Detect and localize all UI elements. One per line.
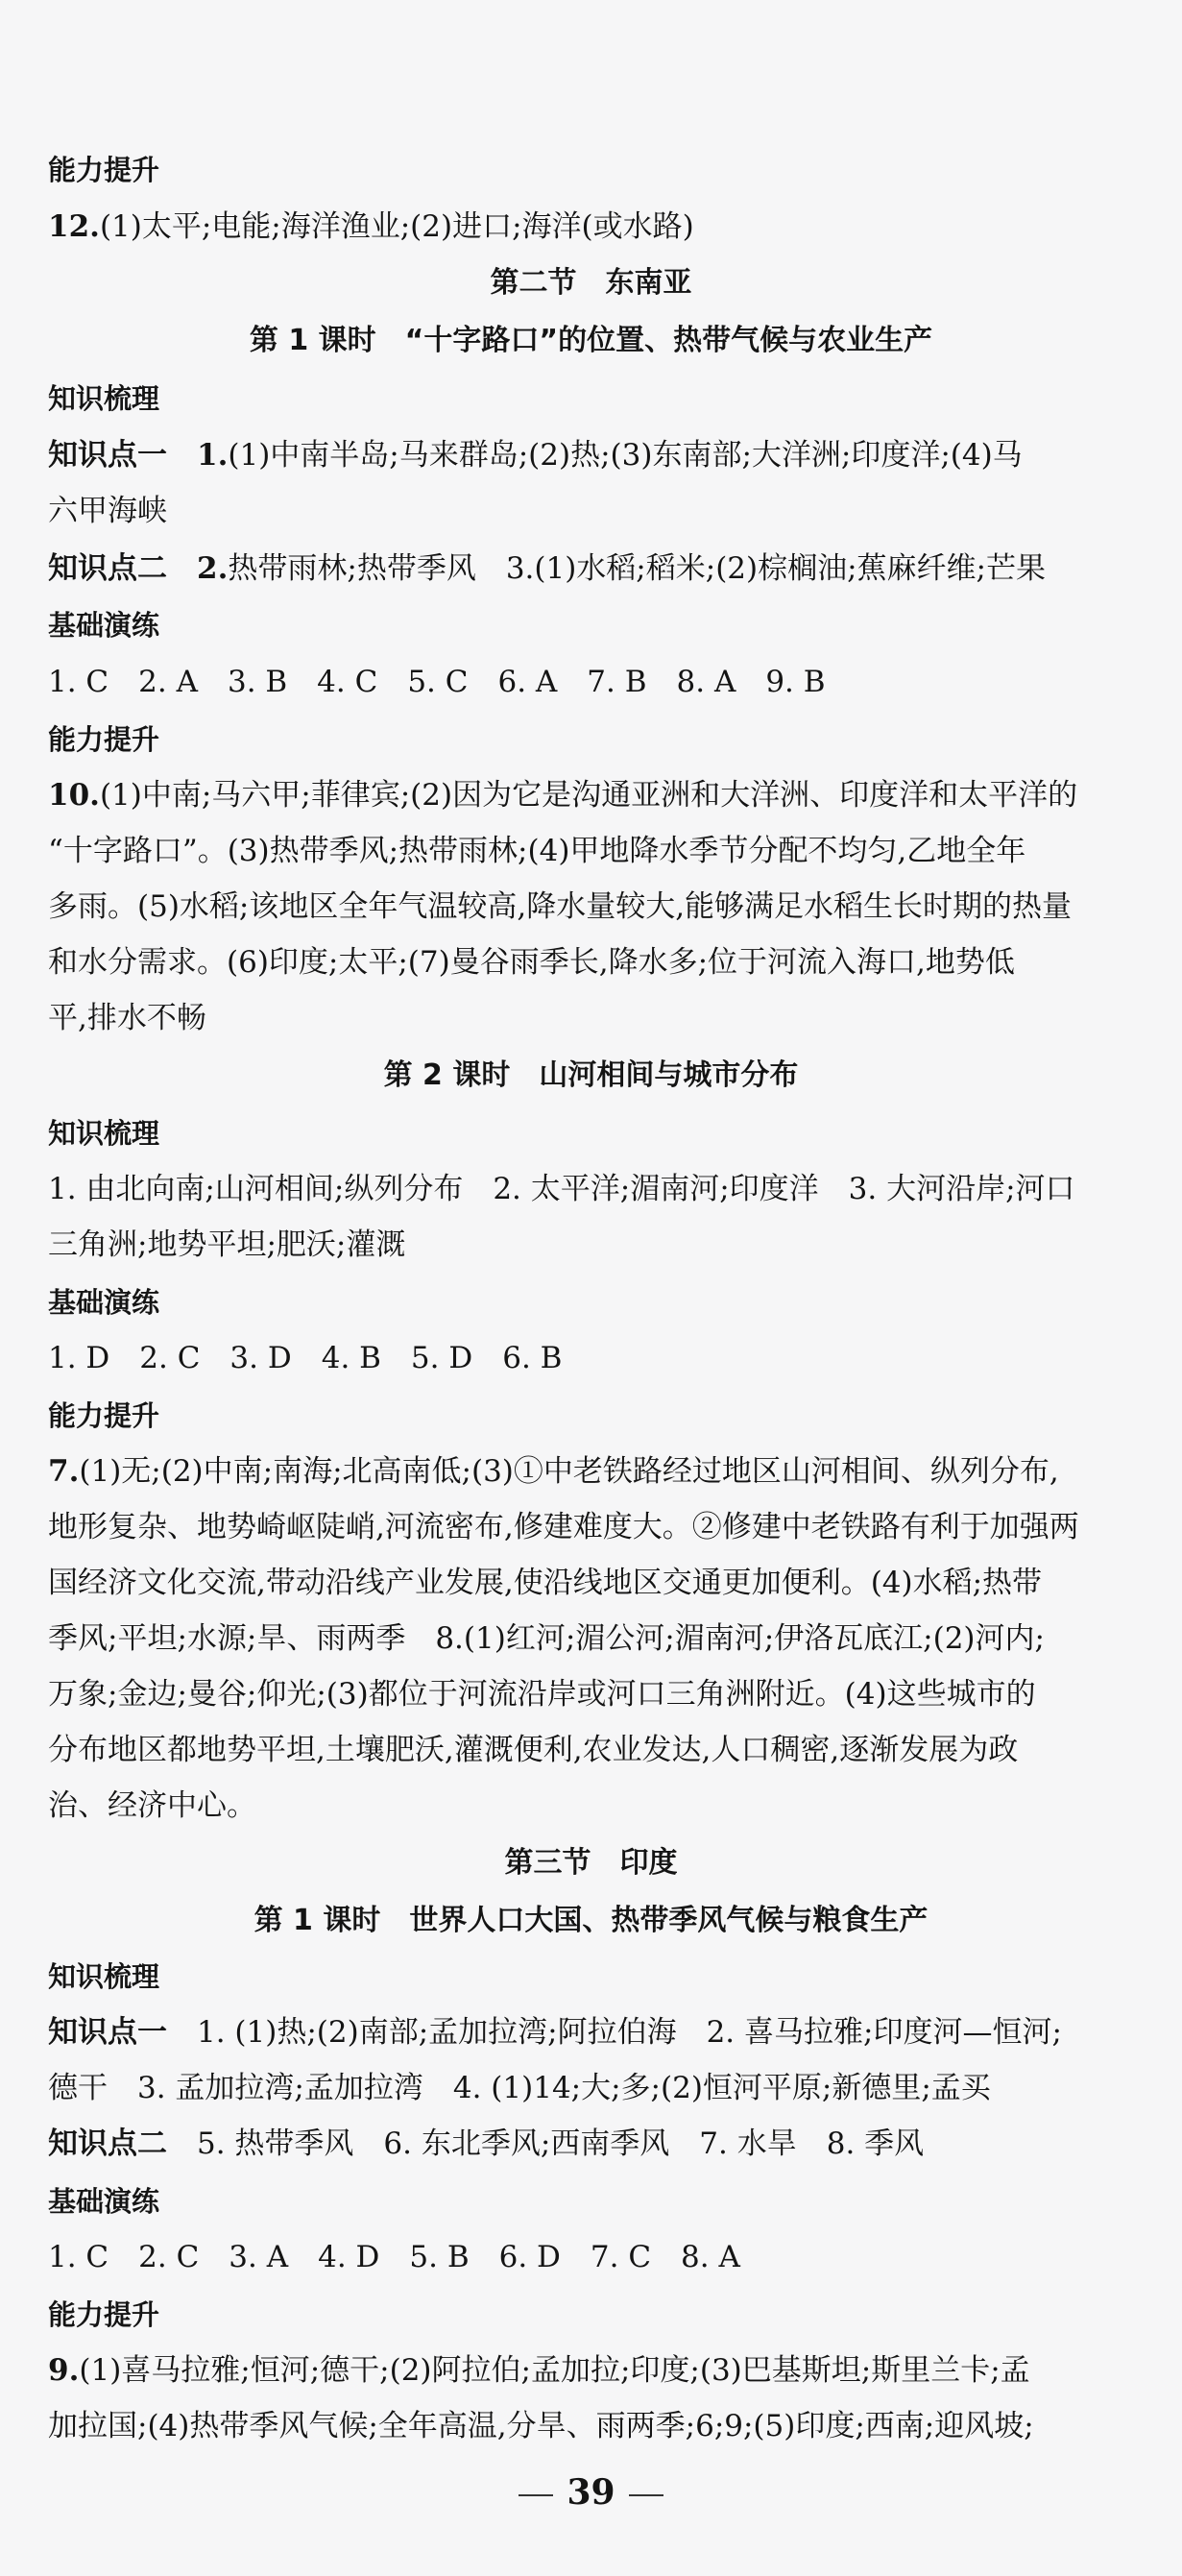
- answer-line: [48, 2349, 1143, 2392]
- answer-line: [48, 2011, 1143, 2054]
- question-number: 9.: [48, 2353, 80, 2388]
- answer-line: [48, 1450, 1143, 1493]
- answer-text: 1. (1)热;(2)南部;孟加拉湾;阿拉伯海 2. 喜马拉雅;印度河—恒河;: [197, 2015, 1062, 2050]
- dash-left: [519, 2494, 553, 2496]
- section-heading: 知识梳理: [48, 1960, 160, 1993]
- answer-line: 加拉国;(4)热带季风气候;全年高温,分旱、雨两季;6;9;(5)印度;西南;迎风坡;: [48, 2409, 1034, 2443]
- answer-line: [48, 434, 1143, 476]
- answer-text: (1)中南;马六甲;菲律宾;(2)因为它是沟通亚洲和大洋洲、印度洋和太平洋的: [99, 778, 1078, 813]
- answer-line: 1. D 2. C 3. D 4. B 5. D 6. B: [48, 1341, 563, 1375]
- page-number-text: 39: [567, 2472, 615, 2513]
- question-number: 2.: [197, 551, 229, 586]
- answer-line: 万象;金边;曼谷;仰光;(3)都位于河流沿岸或河口三角洲附近。(4)这些城市的: [48, 1677, 1036, 1712]
- section-title: 第二节 东南亚: [490, 266, 692, 300]
- question-number: 1.: [197, 438, 229, 473]
- answer-line: 多雨。(5)水稻;该地区全年气温较高,降水量较大,能够满足水稻生长时期的热量: [48, 889, 1073, 924]
- answer-line: 国经济文化交流,带动沿线产业发展,使沿线地区交通更加便利。(4)水稻;热带: [48, 1566, 1043, 1600]
- answer-line: [48, 774, 1143, 816]
- answer-line: [48, 2123, 1143, 2165]
- question-number: 7.: [48, 1454, 80, 1489]
- knowledge-point-label: 知识点一: [48, 2015, 167, 2050]
- answer-line: 季风;平坦;水源;旱、雨两季 8.(1)红河;湄公河;湄南河;伊洛瓦底江;(2)河内;: [48, 1621, 1045, 1656]
- answer-line: 平,排水不畅: [48, 1001, 206, 1035]
- answer-text: 热带雨林;热带季风 3.(1)水稻;稻米;(2)棕榈油;蕉麻纤维;芒果: [228, 551, 1046, 586]
- answer-text: (1)中南半岛;马来群岛;(2)热;(3)东南部;大洋洲;印度洋;(4)马: [228, 438, 1023, 473]
- section-heading: 知识梳理: [48, 1117, 160, 1150]
- question-number: 10.: [48, 778, 100, 813]
- knowledge-point-label: 知识点二: [48, 2126, 167, 2161]
- section-heading: 基础演练: [48, 609, 160, 642]
- answer-line: 德干 3. 孟加拉湾;孟加拉湾 4. (1)14;大;多;(2)恒河平原;新德里;孟买: [48, 2071, 991, 2105]
- answer-text: (1)喜马拉雅;恒河;德干;(2)阿拉伯;孟加拉;印度;(3)巴基斯坦;斯里兰卡;孟: [79, 2353, 1030, 2388]
- answer-text: (1)太平;电能;海洋渔业;(2)进口;海洋(或水路): [99, 209, 694, 244]
- answer-text: 5. 热带季风 6. 东北季风;西南季风 7. 水旱 8. 季风: [197, 2126, 925, 2161]
- answer-line: “十字路口”。(3)热带季风;热带雨林;(4)甲地降水季节分配不均匀,乙地全年: [48, 834, 1026, 868]
- page-number: [0, 2468, 1182, 2516]
- answer-line: 1. C 2. C 3. A 4. D 5. B 6. D 7. C 8. A: [48, 2240, 740, 2274]
- answer-line: 1. 由北向南;山河相间;纵列分布 2. 太平洋;湄南河;印度洋 3. 大河沿岸;河口: [48, 1172, 1075, 1206]
- answer-line: 和水分需求。(6)印度;太平;(7)曼谷雨季长,降水多;位于河流入海口,地势低: [48, 945, 1015, 980]
- dash-right: [629, 2494, 663, 2496]
- section-heading: 能力提升: [48, 154, 160, 186]
- answer-line: [48, 547, 1143, 590]
- question-number: 12.: [48, 209, 100, 244]
- lesson-title: 第 1 课时 世界人口大国、热带季风气候与粮食生产: [253, 1904, 929, 1937]
- section-heading: 能力提升: [48, 1399, 160, 1432]
- answer-line: 治、经济中心。: [48, 1788, 256, 1823]
- section-heading: 基础演练: [48, 1286, 160, 1319]
- lesson-title: 第 2 课时 山河相间与城市分布: [383, 1058, 799, 1092]
- answer-line: 三角洲;地势平坦;肥沃;灌溉: [48, 1227, 406, 1262]
- answer-line: 1. C 2. A 3. B 4. C 5. C 6. A 7. B 8. A 9. B: [48, 665, 826, 699]
- section-heading: 能力提升: [48, 723, 160, 756]
- knowledge-point-label: 知识点一: [48, 438, 167, 473]
- section-heading: 知识梳理: [48, 382, 160, 415]
- section-heading: 基础演练: [48, 2185, 160, 2218]
- answer-line: 地形复杂、地势崎岖陡峭,河流密布,修建难度大。②修建中老铁路有利于加强两: [48, 1510, 1079, 1544]
- answer-line: 分布地区都地势平坦,土壤肥沃,灌溉便利,农业发达,人口稠密,逐渐发展为政: [48, 1733, 1019, 1767]
- answer-line: [48, 206, 1143, 248]
- knowledge-point-label: 知识点二: [48, 551, 167, 586]
- answer-line: 六甲海峡: [48, 494, 167, 528]
- answer-text: (1)无;(2)中南;南海;北高南低;(3)①中老铁路经过地区山河相间、纵列分布,: [79, 1454, 1059, 1489]
- lesson-title: 第 1 课时 “十字路口”的位置、热带气候与农业生产: [249, 324, 933, 357]
- section-title: 第三节 印度: [504, 1846, 678, 1880]
- section-heading: 能力提升: [48, 2298, 160, 2331]
